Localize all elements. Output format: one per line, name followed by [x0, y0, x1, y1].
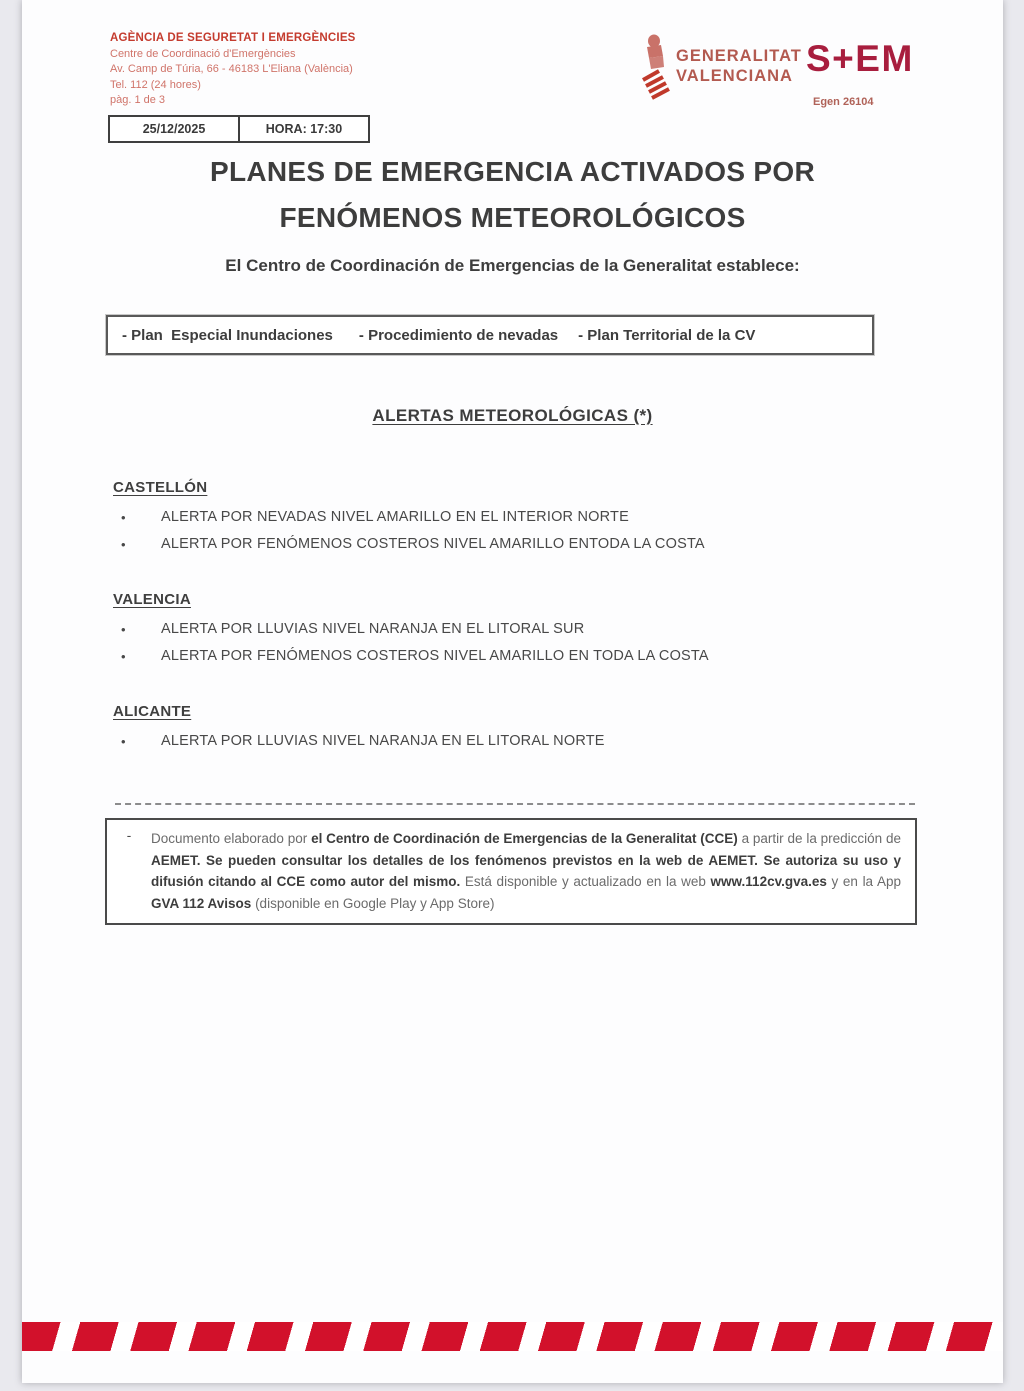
alerts-sections: [113, 479, 923, 788]
bullet-icon: •: [121, 734, 126, 749]
alerts-section-heading: ALERTAS METEOROLÓGICAS (*): [372, 406, 653, 425]
alert-text: ALERTA POR LLUVIAS NIVEL NARANJA EN EL LITORAL SUR: [161, 621, 585, 637]
agency-center: Centre de Coordinació d'Emergències: [110, 47, 296, 60]
agency-name: AGÈNCIA DE SEGURETAT I EMERGÈNCIES: [110, 32, 356, 44]
plan-item-nevadas: - Procedimiento de nevadas: [358, 326, 559, 344]
dashed-separator: [115, 803, 915, 805]
agency-phone: Tel. 112 (24 hores): [110, 78, 201, 91]
title-line-2: FENÓMENOS METEOROLÓGICOS: [279, 202, 746, 233]
bullet-icon: •: [121, 510, 126, 525]
bullet-icon: •: [121, 649, 126, 664]
date-time-table: [108, 115, 370, 143]
document-subtitle: El Centro de Coordinación de Emergencias de la Generalitat establece:: [225, 256, 800, 275]
alert-item: [113, 531, 923, 558]
section-castellon: [113, 479, 923, 558]
hazard-stripes-band: [22, 1322, 1003, 1351]
agency-address: Av. Camp de Túria, 66 - 46183 L'Eliana (València): [110, 63, 353, 75]
bullet-icon: •: [121, 622, 126, 637]
alert-text: ALERTA POR LLUVIAS NIVEL NARANJA EN EL LITORAL NORTE: [161, 733, 605, 749]
alert-text: ALERTA POR FENÓMENOS COSTEROS NIVEL AMARILLO EN TODA LA COSTA: [161, 648, 709, 664]
document-title: [22, 149, 1003, 241]
activated-plans-box: [106, 315, 874, 355]
title-line-1: PLANES DE EMERGENCIA ACTIVADOS POR: [210, 156, 815, 187]
section-title: VALENCIA: [113, 591, 191, 608]
date-cell: 25/12/2025: [110, 117, 240, 141]
agency-header: [110, 31, 356, 109]
time-cell: HORA: 17:30: [265, 122, 343, 136]
brand-wordmark: [676, 46, 802, 86]
section-title: CASTELLÓN: [113, 479, 208, 496]
footnote-text: Documento elaborado por el Centro de Coordinación de Emergencias de la Generalitat (CCE) a partir de la predicción de AEMET. Se pueden consultar los detalles de los fenómenos previstos en la web de AEMET. Se autoriza su uso y difusión citando al CCE como autor del mismo. Está disponible y actualizado en la web www.112cv.gva.es y en la App GVA 112 Avisos (disponible en Google Play y App Store): [151, 831, 902, 911]
document-page: [22, 0, 1003, 1383]
alert-item: [113, 504, 923, 531]
alert-text: ALERTA POR NEVADAS NIVEL AMARILLO EN EL INTERIOR NORTE: [161, 509, 629, 525]
bullet-icon: •: [121, 537, 126, 552]
alert-item: [113, 643, 923, 670]
footnote-box: [105, 818, 917, 925]
plan-item-territorial: - Plan Territorial de la CV: [578, 326, 756, 344]
section-valencia: [113, 591, 923, 670]
footnote-web-link: www.112cv.gva.es: [710, 874, 827, 889]
brand-line-1: GENERALITAT: [676, 47, 802, 65]
alert-item: [113, 728, 923, 755]
section-alicante: [113, 703, 923, 755]
alert-text: ALERTA POR FENÓMENOS COSTEROS NIVEL AMARILLO ENTODA LA COSTA: [161, 536, 705, 552]
page-number: pàg. 1 de 3: [110, 94, 166, 106]
plan-item-inundaciones: - Plan Especial Inundaciones: [122, 326, 333, 344]
sem-logo: S+EM: [806, 38, 914, 79]
egen-reference: Egen 26104: [813, 96, 874, 108]
footnote-aemet: AEMET. Se pueden consultar los detalles de los fenómenos previstos en la web de AEMET. Se autoriza su uso y difusión citando al CCE como autor del mismo.: [151, 852, 901, 889]
generalitat-valenciana-emblem-icon: [638, 34, 672, 107]
brand-line-2: VALENCIANA: [676, 67, 793, 85]
section-title: ALICANTE: [113, 703, 192, 720]
alert-item: [113, 616, 923, 643]
footnote-cce: el Centro de Coordinación de Emergencias de la Generalitat (CCE): [311, 831, 738, 846]
footnote-app-name: GVA 112 Avisos: [151, 895, 252, 911]
footnote-marker: -: [126, 828, 132, 843]
